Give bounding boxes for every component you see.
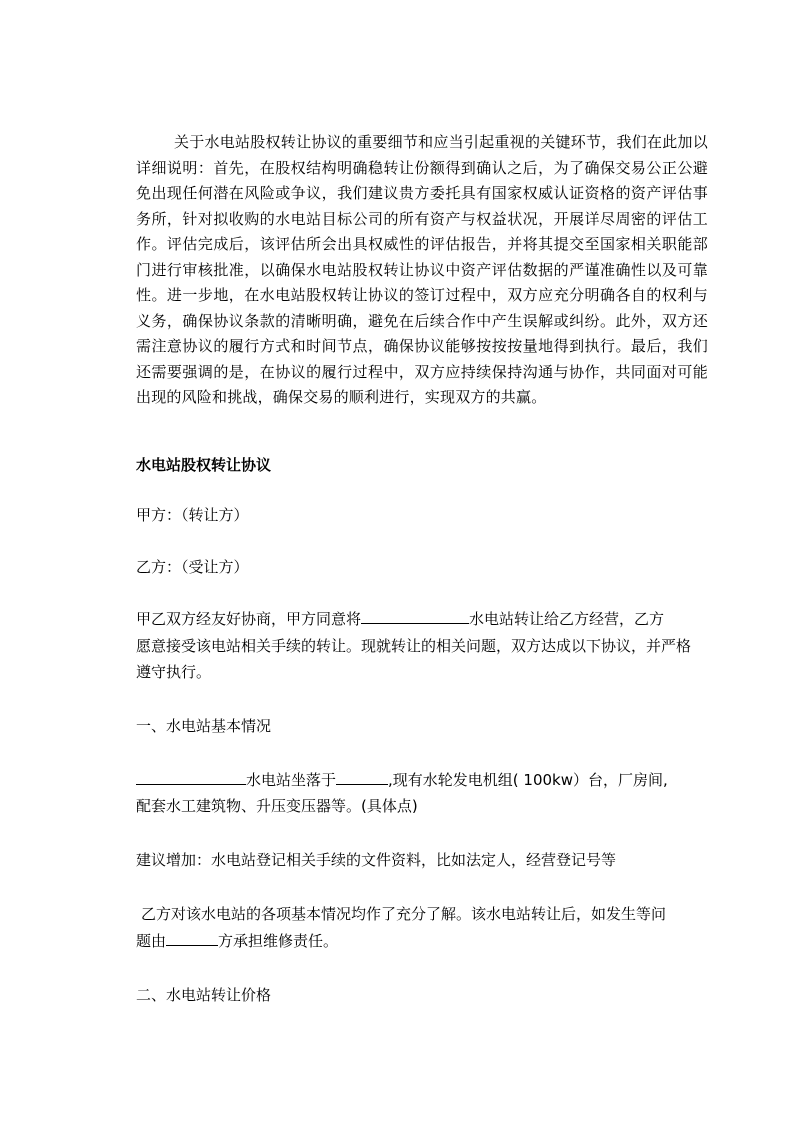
preamble-text-a: 甲乙双方经友好协商，甲方同意将 <box>136 610 362 628</box>
section1-text-b: ,现有水轮发电机组( 100kw）台，厂房间, <box>388 771 668 789</box>
suggestion-line: 建议增加：水电站登记相关手续的文件资料，比如法定人，经营登记号等 <box>136 851 617 869</box>
agreement-title: 水电站股权转让协议 <box>136 456 272 474</box>
party-a-line: 甲方：（转让方） <box>136 506 249 524</box>
section1-para2-line-2 <box>136 931 338 951</box>
section1-text-a: 水电站坐落于 <box>246 771 337 789</box>
responsible-party-blank <box>166 931 218 946</box>
section1-para2-text-b: 方承担维修责任。 <box>218 932 339 950</box>
section1-line-1 <box>136 770 668 790</box>
section2-heading: 二、水电站转让价格 <box>136 986 272 1004</box>
preamble-line-2: 愿意接受该电站相关手续的转让。现就转让的相关问题，双方达成以下协议，并严格 <box>136 637 692 655</box>
section1-para2-line-1: 乙方对该水电站的各项基本情况均作了充分了解。该水电站转让后，如发生等问 <box>141 905 667 923</box>
location-blank <box>336 770 388 785</box>
preamble-text-b: 水电站转让给乙方经营，乙方 <box>469 610 665 628</box>
section1-line-2: 配套水工建筑物、升压变压器等。(具体点) <box>136 797 418 815</box>
preamble-line-3: 遵守执行。 <box>136 663 212 681</box>
party-b-line: 乙方：（受让方） <box>136 558 249 576</box>
preamble-line-1 <box>136 609 664 629</box>
section1-heading: 一、水电站基本情况 <box>136 717 272 735</box>
intro-paragraph: 关于水电站股权转让协议的重要细节和应当引起重视的关键环节，我们在此加以详细说明：首先，在股权结构明确稳转让份额得到确认之后，为了确保交易公正公避免出现任何潜在风险或争议，我们建议贵方委托具有国家权威认证资格的资产评估事务所，针对拟收购的水电站目标公司的所有资产与权益状况，开展详尽周密的评估工作。评估完成后，该评估所会出具权威性的评估报告，并将其提交至国家相关职能部门进行审核批准，以确保水电站股权转让协议中资产评估数据的严谨准确性以及可靠性。进一步地，在水电站股权转让协议的签订过程中，双方应充分明确各自的权利与义务，确保协议条款的清晰明确，避免在后续合作中产生误解或纠纷。此外，双方还需注意协议的履行方式和时间节点，确保协议能够按按按量地得到执行。最后，我们还需要强调的是，在协议的履行过程中，双方应持续保持沟通与协作，共同面对可能出现的风险和挑战，确保交易的顺利进行，实现双方的共赢。 <box>136 133 708 406</box>
section1-para2-text-a: 题由 <box>136 932 167 950</box>
station-name-blank <box>136 770 246 785</box>
transfer-blank <box>361 609 469 624</box>
